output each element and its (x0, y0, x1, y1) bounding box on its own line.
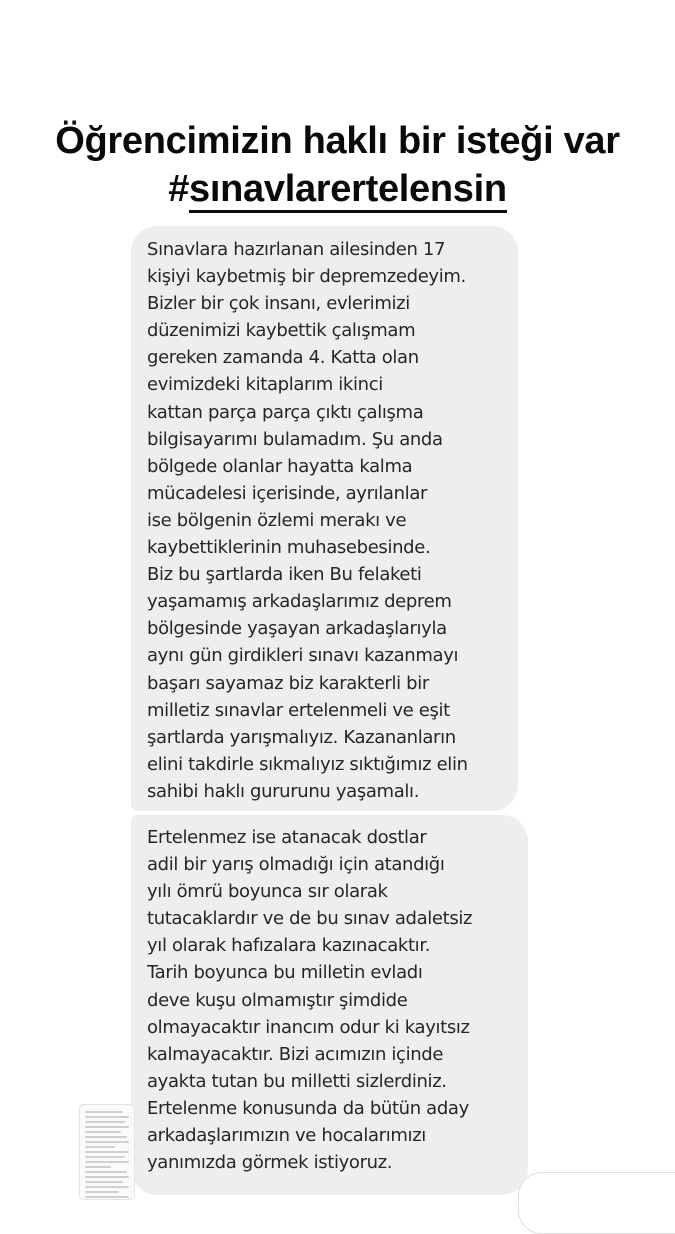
document-thumbnail-icon[interactable] (79, 1104, 135, 1200)
hash-symbol: # (168, 168, 190, 210)
message-line: Sınavlara hazırlanan ailesinden 17 (147, 239, 446, 260)
message-line: kalmayacaktır. Bizi acımızın içinde (147, 1043, 444, 1065)
message-line: bölgede olanlar hayatta kalma (147, 455, 413, 477)
message-line: kattan parça parça çıktı çalışma (147, 401, 424, 423)
message-line: aynı gün girdikleri sınavı kazanmayı (147, 645, 459, 667)
message-line: yaşamamış arkadaşlarımız deprem (147, 591, 452, 613)
message-line: yıl olarak hafızalara kazınacaktır. (147, 935, 431, 957)
page-title: Öğrencimizin haklı bir isteği var (55, 120, 620, 162)
message-line: Ertelenmez ise atanacak dostlar (147, 827, 427, 848)
message-bubble-1[interactable] (131, 226, 518, 811)
message-line: gereken zamanda 4. Katta olan (147, 347, 419, 369)
message-line: şartlarda yarışmalıyız. Kazananların (147, 726, 456, 748)
message-text-1 (147, 236, 468, 805)
hashtag-title (0, 166, 675, 212)
message-line: ayakta tutan bu milletti sizlerdiniz. (147, 1070, 447, 1092)
message-line: bölgesinde yaşayan arkadaşlarıyla (147, 618, 447, 640)
message-bubble-2[interactable] (131, 815, 528, 1195)
message-text-2 (147, 824, 472, 1176)
message-line: tutacaklardır ve de bu sınav adaletsiz (147, 908, 473, 930)
message-line: elini takdirle sıkmalıyız sıktığımız elin (147, 753, 468, 775)
message-line: yılı ömrü boyunca sır olarak (147, 881, 388, 903)
message-line: Bizler bir çok insanı, evlerimizi (147, 293, 410, 315)
message-line: arkadaşlarımızın ve hocalarımızı (147, 1125, 426, 1147)
message-line: Biz bu şartlarda iken Bu felaketi (147, 564, 422, 586)
message-line: milletiz sınavlar ertelenmeli ve eşit (147, 699, 450, 721)
message-line: Tarih boyunca bu milletin evladı (147, 962, 423, 984)
message-line: Ertelenme konusunda da bütün aday (147, 1097, 469, 1119)
message-line: yanımızda görmek istiyoruz. (147, 1152, 393, 1174)
message-line: ise bölgenin özlemi merakı ve (147, 509, 407, 531)
message-line: mücadelesi içerisinde, ayrılanlar (147, 482, 428, 504)
message-line: başarı sayamaz biz karakterli bir (147, 672, 429, 694)
message-line: kaybettiklerinin muhasebesinde. (147, 537, 431, 559)
message-line: adil bir yarış olmadığı için atandığı (147, 854, 445, 876)
next-message-bubble[interactable] (518, 1172, 675, 1234)
message-line: düzenimizi kaybettik çalışmam (147, 320, 416, 342)
message-line: sahibi haklı gururunu yaşamalı. (147, 780, 420, 802)
message-line: evimizdeki kitaplarım ikinci (147, 374, 383, 396)
message-line: deve kuşu olmamıştır şimdide (147, 989, 408, 1011)
hashtag-link[interactable]: sınavlarertelensin (189, 168, 507, 213)
message-line: olmayacaktır inancım odur ki kayıtsız (147, 1016, 470, 1038)
message-line: bilgisayarımı bulamadım. Şu anda (147, 428, 443, 450)
message-line: kişiyi kaybetmiş bir depremzedeyim. (147, 266, 466, 288)
